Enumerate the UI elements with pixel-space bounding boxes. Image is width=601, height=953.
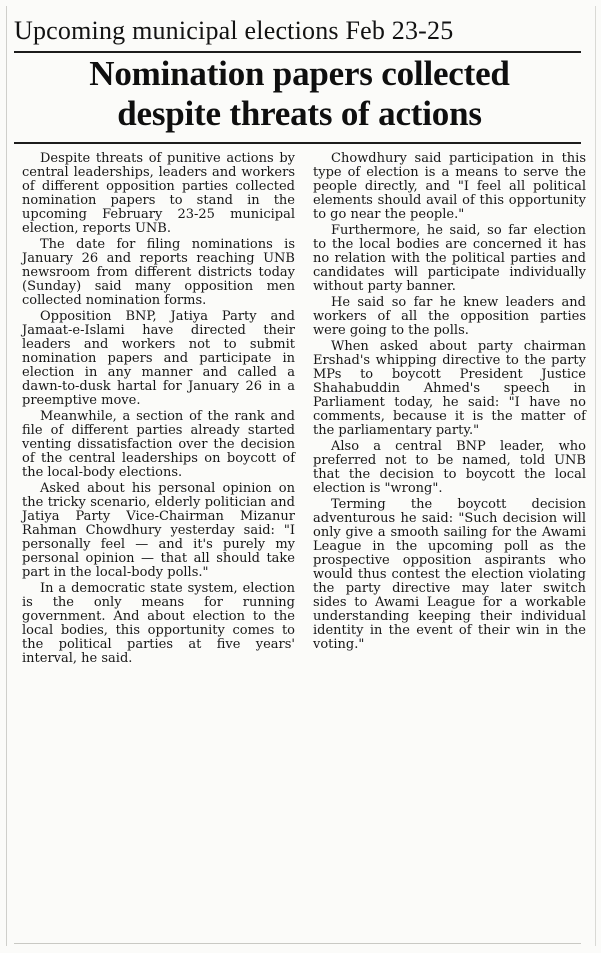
article-kicker: Upcoming municipal elections Feb 23-25 bbox=[14, 16, 454, 45]
paragraph: Meanwhile, a section of the rank and file of different parties already started venting dissatisfaction over the decision of the central leaderships on boycott of the local-body elections. bbox=[22, 409, 295, 480]
paragraph: Chowdhury said participation in this type of election is a means to serve the people directly, and "I feel all political elements should avail of this opportunity to go near the people." bbox=[313, 151, 586, 222]
headline-line-1: Nomination papers collected bbox=[89, 54, 510, 93]
headline-line-2: despite threats of actions bbox=[117, 94, 482, 133]
paragraph: In a democratic state system, election is the only means for running government. And about election to the local bodies, this opportunity comes to the political parties at five years' interval, he said. bbox=[22, 581, 295, 666]
column-left bbox=[22, 152, 295, 668]
headline-rule bbox=[14, 142, 581, 144]
paragraph: Terming the boycott decision adventurous he said: "Such decision will only give a smooth sailing for the Awami League in the upcoming poll as the prospective opposition aspirants who would thus contest the election violating the party directive may later switch sides to Awami League for a workable understanding keeping their individual identity in the event of their win in the voting." bbox=[313, 497, 586, 652]
article-headline bbox=[10, 54, 589, 134]
clipping-bottom-edge bbox=[14, 943, 581, 944]
paragraph: Also a central BNP leader, who preferred not to be named, told UNB that the decision to boycott the local election is "wrong". bbox=[313, 439, 586, 496]
paragraph: Furthermore, he said, so far election to the local bodies are concerned it has no relation with the political parties and candidates will participate individually without party banner. bbox=[313, 223, 586, 294]
paragraph: Asked about his personal opinion on the tricky scenario, elderly politician and Jatiya Party Vice-Chairman Mizanur Rahman Chowdhury yesterday said: "I personally feel — and it's purely my personal opinion — that all should take part in the local-body polls." bbox=[22, 481, 295, 580]
paragraph: The date for filing nominations is January 26 and reports reaching UNB newsroom from different districts today (Sunday) said many opposition men collected nomination forms. bbox=[22, 237, 295, 308]
paragraph: Despite threats of punitive actions by central leaderships, leaders and workers of different opposition parties collected nomination papers to stand in the upcoming February 23-25 municipal election, reports UNB. bbox=[22, 151, 295, 236]
paragraph: When asked about party chairman Ershad's whipping directive to the party MPs to boycott President Justice Shahabuddin Ahmed's speech in Parliament today, he said: "I have no comments, because it is the matter of the parliamentary party." bbox=[313, 339, 586, 438]
column-right bbox=[313, 152, 586, 668]
paragraph: Opposition BNP, Jatiya Party and Jamaat-e-Islami have directed their leaders and workers not to submit nomination papers and participate in election in any manner and called a dawn-to-dusk hartal for January 26 in a preemptive move. bbox=[22, 309, 295, 408]
article-body bbox=[22, 152, 586, 668]
kicker-rule bbox=[14, 51, 581, 53]
paragraph: He said so far he knew leaders and workers of all the opposition parties were going to the polls. bbox=[313, 295, 586, 338]
